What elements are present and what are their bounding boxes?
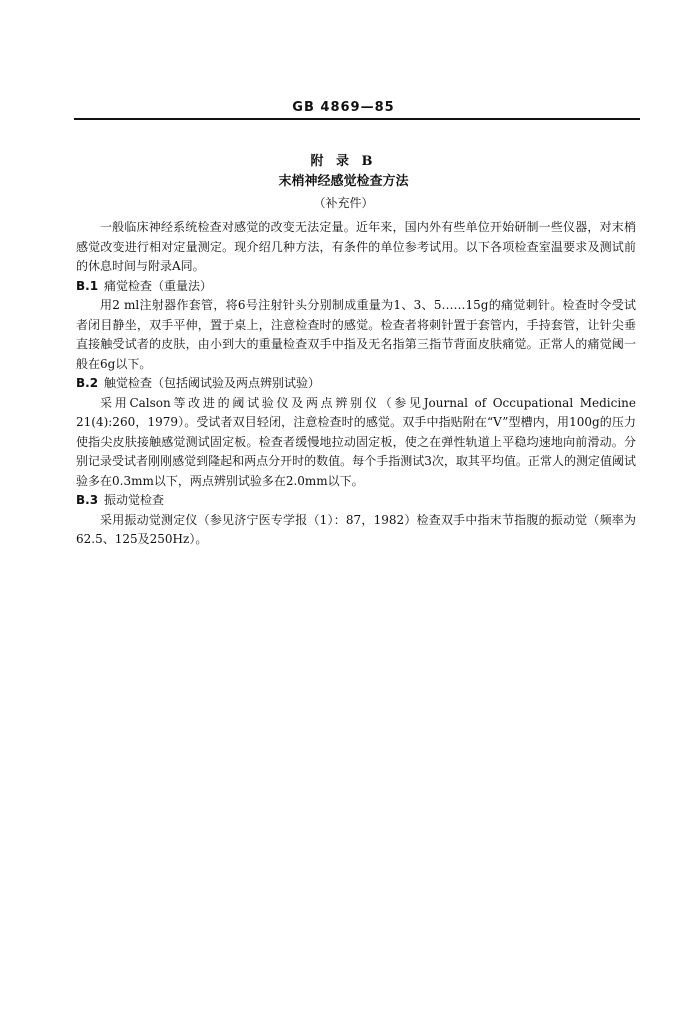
title-block [0,152,687,214]
section-body-b3: 采用振动觉测定仪（参见济宁医专学报（1）：87，1982）检查双手中指末节指腹的振动觉（频率为62.5、125及250Hz）。 [76,512,636,546]
section-title: 振动觉检查 [104,493,165,507]
section-number: B.1 [76,278,99,293]
document-body [76,218,636,550]
appendix-label: 附 录 B [310,154,377,169]
section-number: B.3 [76,493,99,507]
section-number: B.2 [76,376,99,390]
standard-code-header: GB 4869—85 [292,100,395,115]
intro-paragraph: 一般临床神经系统检查对感觉的改变无法定量。近年来，国内外有些单位开始研制一些仪器，对末梢感觉改变进行相对定量测定。现介绍几种方法，有条件的单位参考试用。以下各项检查室温要求及测试前的休息时间与附录A同。 [76,220,636,273]
section-body-b1: 用2 ml注射器作套管，将6号注射针头分别制成重量为1、3、5……15g的痛觉刺针。检查时令受试者闭目静坐，双手平伸，置于桌上，注意检查时的感觉。检查者将刺针置于套管内，手持套管，让针尖垂直接触受试者的皮肤，由小到大的重量检查双手中指及无名指第三指节背面皮肤痛觉。正常人的痛觉阈一般在6g以下。 [76,298,636,371]
appendix-title: 末梢神经感觉检查方法 [278,174,409,189]
section-title: 触觉检查（包括阈试验及两点辨别试验） [104,376,321,390]
section-heading-b1 [76,277,636,297]
section-body-b2: 采用Calson等改进的阈试验仪及两点辨别仪（参见Journal of Occupational Medicine 21(4):260，1979）。受试者双目轻闭，注意检查时的感觉。双手中指贴附在“V”型槽内，用100g的压力使指尖皮肤接触感觉测试固定板。检查者缓慢地拉动固定板，使之在弹性轨道上平稳均速地向前滑动。分别记录受试者刚刚感觉到隆起和两点分开时的数值。每个手指测试3次，取其平均值。正常人的测定值阈试验多在0.3mm以下，两点辨别试验多在2.0mm以下。 [76,395,636,488]
appendix-note: （补充件） [313,196,374,210]
header-rule [74,118,640,120]
section-heading-b2 [76,374,636,394]
section-heading-b3 [76,491,636,511]
section-title: 痛觉检查（重量法） [104,278,213,293]
